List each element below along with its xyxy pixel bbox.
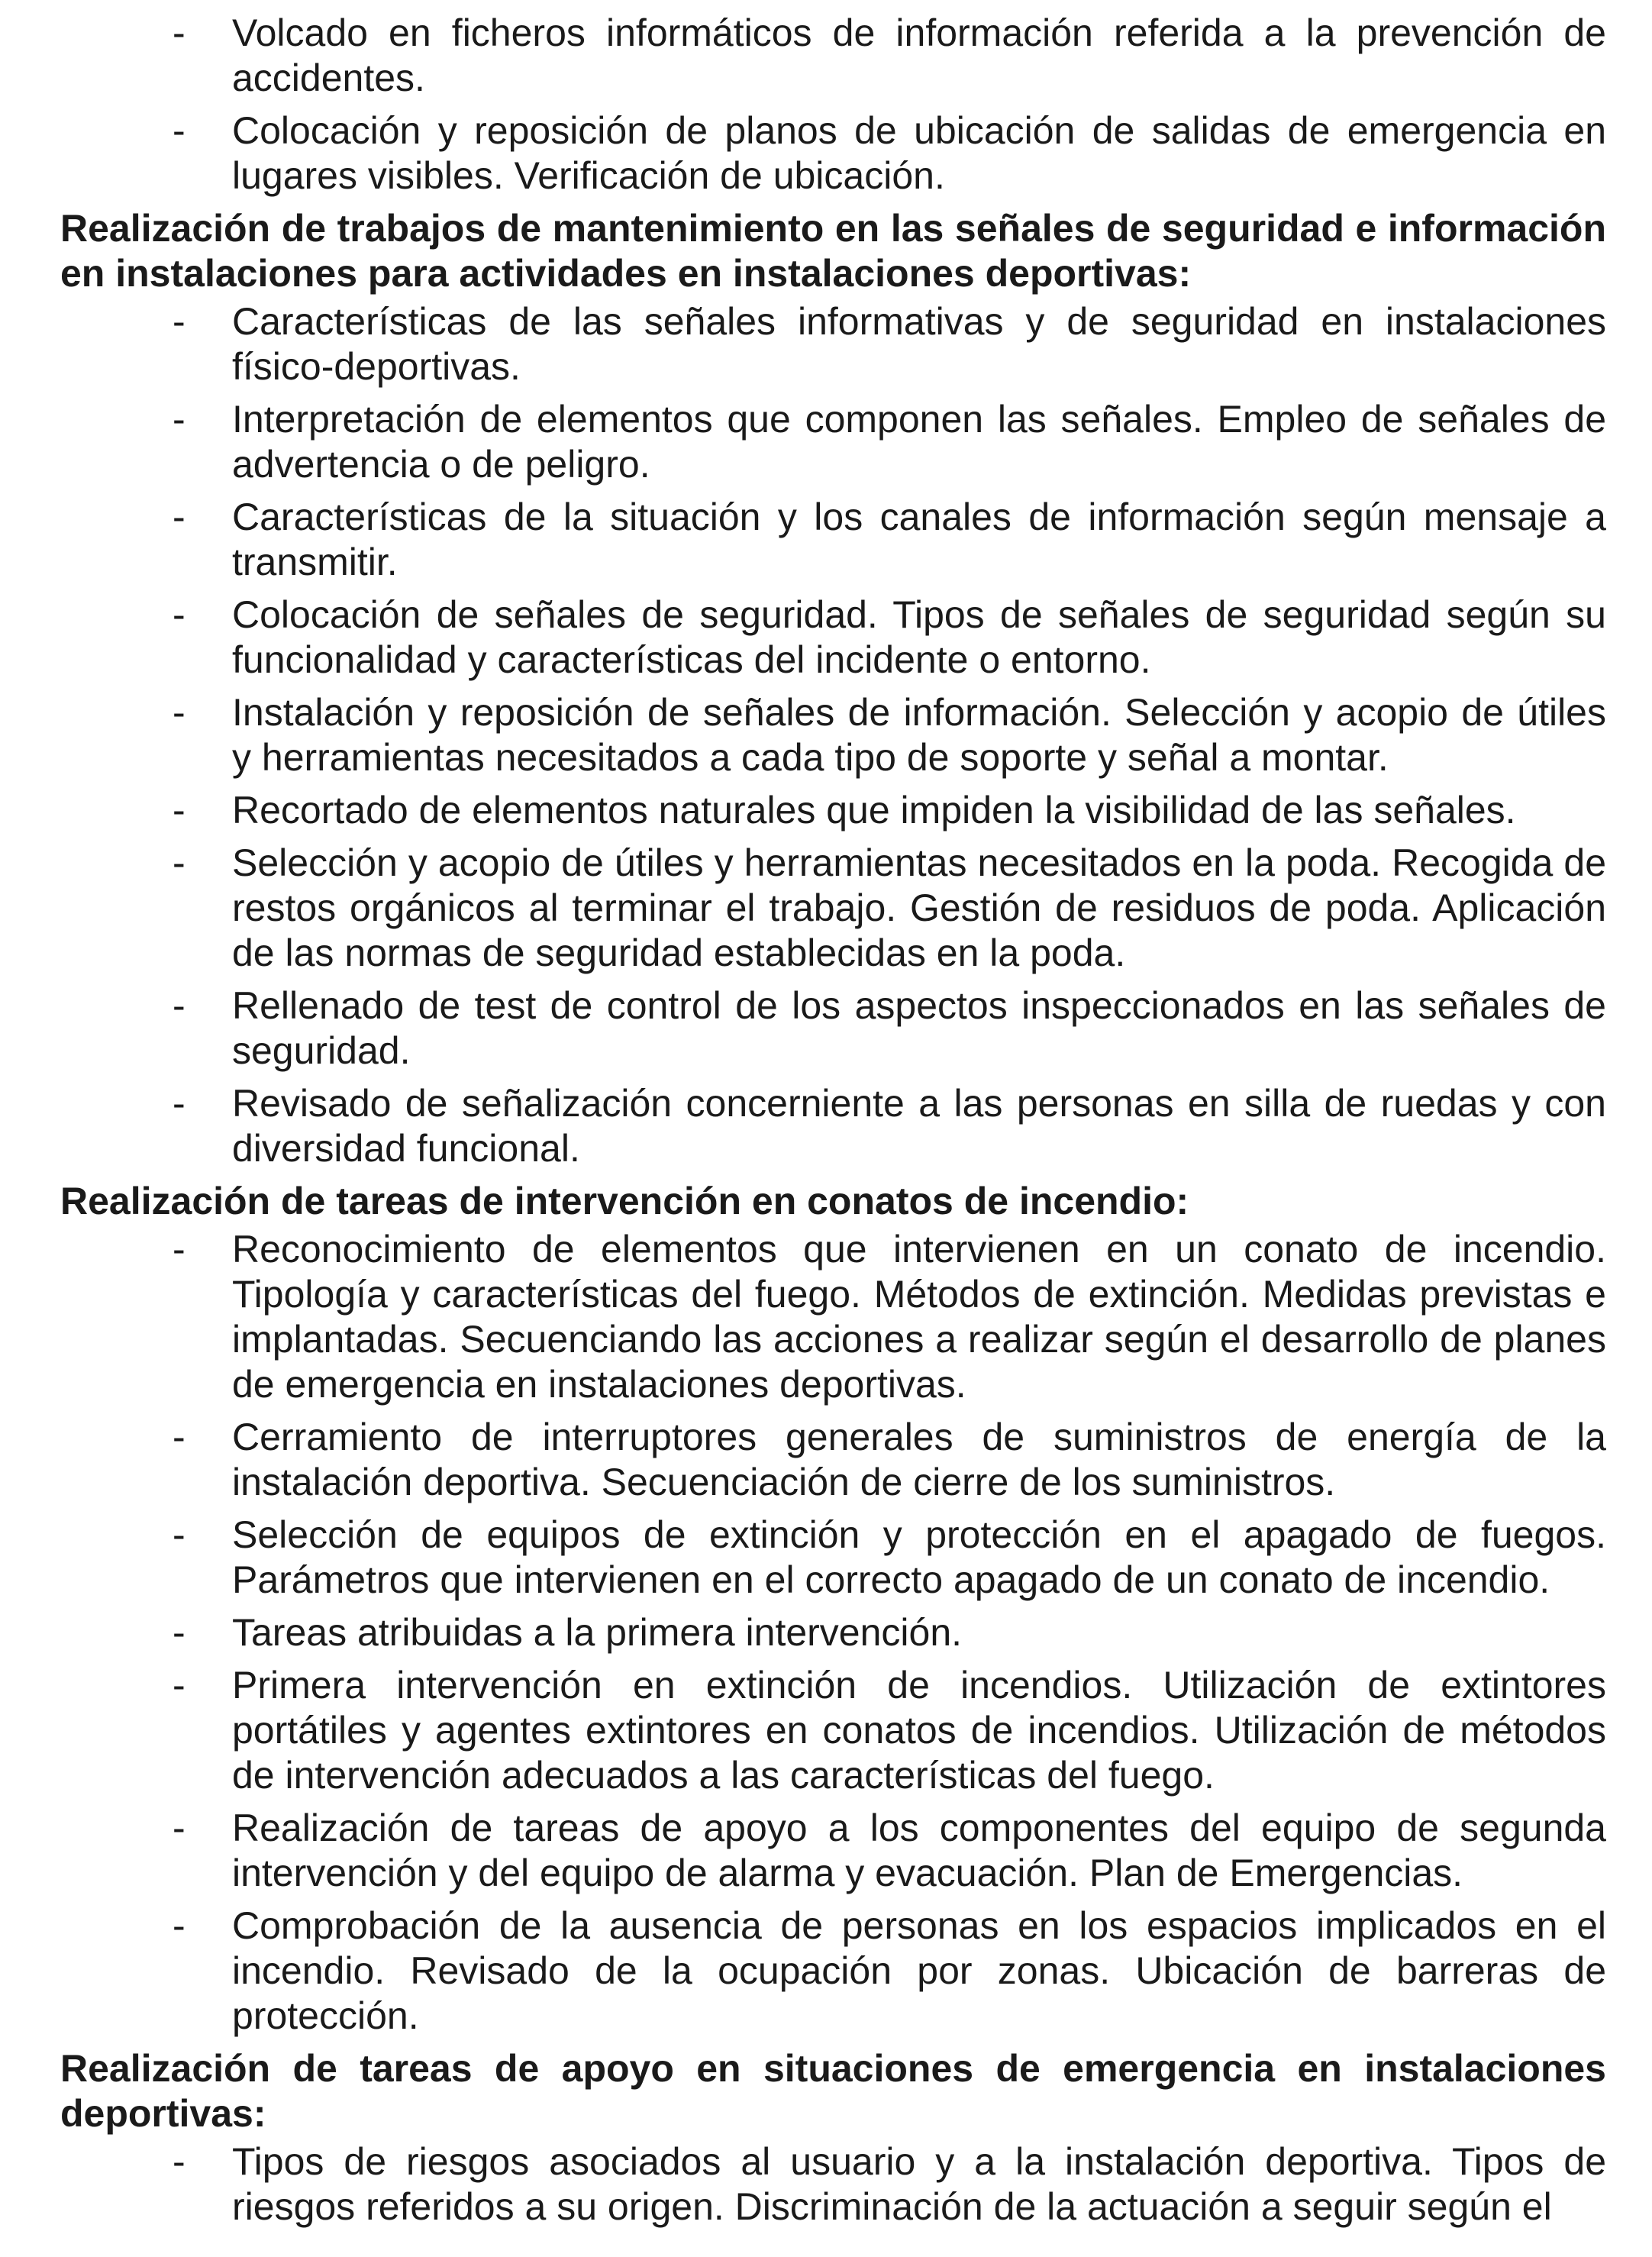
list-item bbox=[60, 1415, 1606, 1505]
bullet-dash: - bbox=[173, 841, 186, 884]
bullet-dash: - bbox=[173, 789, 186, 831]
list-emergency-support bbox=[60, 2139, 1606, 2230]
list-item bbox=[60, 1806, 1606, 1896]
list-item bbox=[60, 690, 1606, 780]
list-item-text: Realización de tareas de apoyo a los componentes del equipo de segunda intervención y del equipo de alarma y evacuación. Plan de Emergencias. bbox=[232, 1807, 1606, 1894]
list-item bbox=[60, 1081, 1606, 1171]
list-item bbox=[60, 1227, 1606, 1407]
list-item-text: Colocación de señales de seguridad. Tipos de señales de seguridad según su funcionalidad y características del incidente o entorno. bbox=[232, 593, 1606, 681]
list-item bbox=[60, 1903, 1606, 2039]
list-item-text: Cerramiento de interruptores generales de suministros de energía de la instalación deportiva. Secuenciación de cierre de los suministros. bbox=[232, 1416, 1606, 1503]
list-item-text: Características de las señales informativas y de seguridad en instalaciones físico-deportivas. bbox=[232, 300, 1606, 388]
list-item-text: Volcado en ficheros informáticos de información referida a la prevención de accidentes. bbox=[232, 11, 1606, 99]
list-item-text: Selección y acopio de útiles y herramientas necesitados en la poda. Recogida de restos orgánicos al terminar el trabajo. Gestión de residuos de poda. Aplicación de las normas de seguridad establecidas en la poda. bbox=[232, 841, 1606, 974]
bullet-dash: - bbox=[173, 11, 186, 54]
list-item-text: Selección de equipos de extinción y protección en el apagado de fuegos. Parámetros que intervienen en el correcto apagado de un conato de incendio. bbox=[232, 1513, 1606, 1601]
section-heading-fire-intervention: Realización de tareas de intervención en conatos de incendio: bbox=[60, 1180, 1189, 1222]
list-item bbox=[60, 397, 1606, 487]
bullet-dash: - bbox=[173, 109, 186, 152]
bullet-dash: - bbox=[173, 1416, 186, 1458]
list-item bbox=[60, 1513, 1606, 1603]
list-item-text: Recortado de elementos naturales que impiden la visibilidad de las señales. bbox=[232, 789, 1516, 831]
bullet-dash: - bbox=[173, 984, 186, 1027]
list-item-text: Primera intervención en extinción de incendios. Utilización de extintores portátiles y agentes extintores en conatos de incendios. Utilización de métodos de intervención adecuados a las características del fuego. bbox=[232, 1664, 1606, 1797]
bullet-dash: - bbox=[173, 496, 186, 538]
list-item bbox=[60, 1610, 1606, 1655]
list-item-text: Colocación y reposición de planos de ubicación de salidas de emergencia en lugares visibles. Verificación de ubicación. bbox=[232, 109, 1606, 197]
section-heading-signage-maintenance: Realización de trabajos de mantenimiento en las señales de seguridad e información en instalaciones para actividades en instalaciones deportivas: bbox=[60, 207, 1606, 295]
list-item bbox=[60, 108, 1606, 199]
list-item bbox=[60, 299, 1606, 389]
bullet-dash: - bbox=[173, 1082, 186, 1125]
list-item bbox=[60, 1663, 1606, 1798]
bullet-dash: - bbox=[173, 1904, 186, 1947]
list-item-text: Revisado de señalización concerniente a las personas en silla de ruedas y con diversidad funcional. bbox=[232, 1082, 1606, 1170]
list-item-text: Reconocimiento de elementos que intervienen en un conato de incendio. Tipología y características del fuego. Métodos de extinción. Medidas previstas e implantadas. Secuenciando las acciones a realizar según el desarrollo de planes de emergencia en instalaciones deportivas. bbox=[232, 1228, 1606, 1406]
list-item-text: Rellenado de test de control de los aspectos inspeccionados en las señales de seguridad. bbox=[232, 984, 1606, 1072]
list-item-text: Instalación y reposición de señales de información. Selección y acopio de útiles y herramientas necesitados a cada tipo de soporte y señal a montar. bbox=[232, 691, 1606, 779]
list-fire-intervention bbox=[60, 1227, 1606, 2039]
document-page bbox=[60, 11, 1606, 2237]
section-heading-emergency-support: Realización de tareas de apoyo en situaciones de emergencia en instalaciones deportivas: bbox=[60, 2047, 1606, 2135]
bullet-dash: - bbox=[173, 300, 186, 343]
bullet-dash: - bbox=[173, 398, 186, 441]
bullet-dash: - bbox=[173, 1513, 186, 1556]
list-item-text: Tipos de riesgos asociados al usuario y a la instalación deportiva. Tipos de riesgos referidos a su origen. Discriminación de la actuación a seguir según el bbox=[232, 2140, 1606, 2228]
list-item bbox=[60, 2139, 1606, 2230]
bullet-dash: - bbox=[173, 1664, 186, 1706]
bullet-dash: - bbox=[173, 1228, 186, 1271]
list-item bbox=[60, 841, 1606, 976]
list-item-text: Comprobación de la ausencia de personas en los espacios implicados en el incendio. Revisado de la ocupación por zonas. Ubicación de barreras de protección. bbox=[232, 1904, 1606, 2037]
bullet-dash: - bbox=[173, 593, 186, 636]
list-item bbox=[60, 983, 1606, 1074]
list-item bbox=[60, 593, 1606, 683]
bullet-dash: - bbox=[173, 2140, 186, 2183]
bullet-dash: - bbox=[173, 1611, 186, 1654]
bullet-dash: - bbox=[173, 691, 186, 734]
list-item-text: Características de la situación y los canales de información según mensaje a transmitir. bbox=[232, 496, 1606, 583]
list-item bbox=[60, 11, 1606, 101]
list-item-text: Interpretación de elementos que componen las señales. Empleo de señales de advertencia o de peligro. bbox=[232, 398, 1606, 486]
list-item-text: Tareas atribuidas a la primera intervención. bbox=[232, 1611, 963, 1654]
list-item bbox=[60, 788, 1606, 833]
list-accident-prevention bbox=[60, 11, 1606, 199]
list-item bbox=[60, 495, 1606, 585]
bullet-dash: - bbox=[173, 1807, 186, 1849]
list-signage-maintenance bbox=[60, 299, 1606, 1171]
